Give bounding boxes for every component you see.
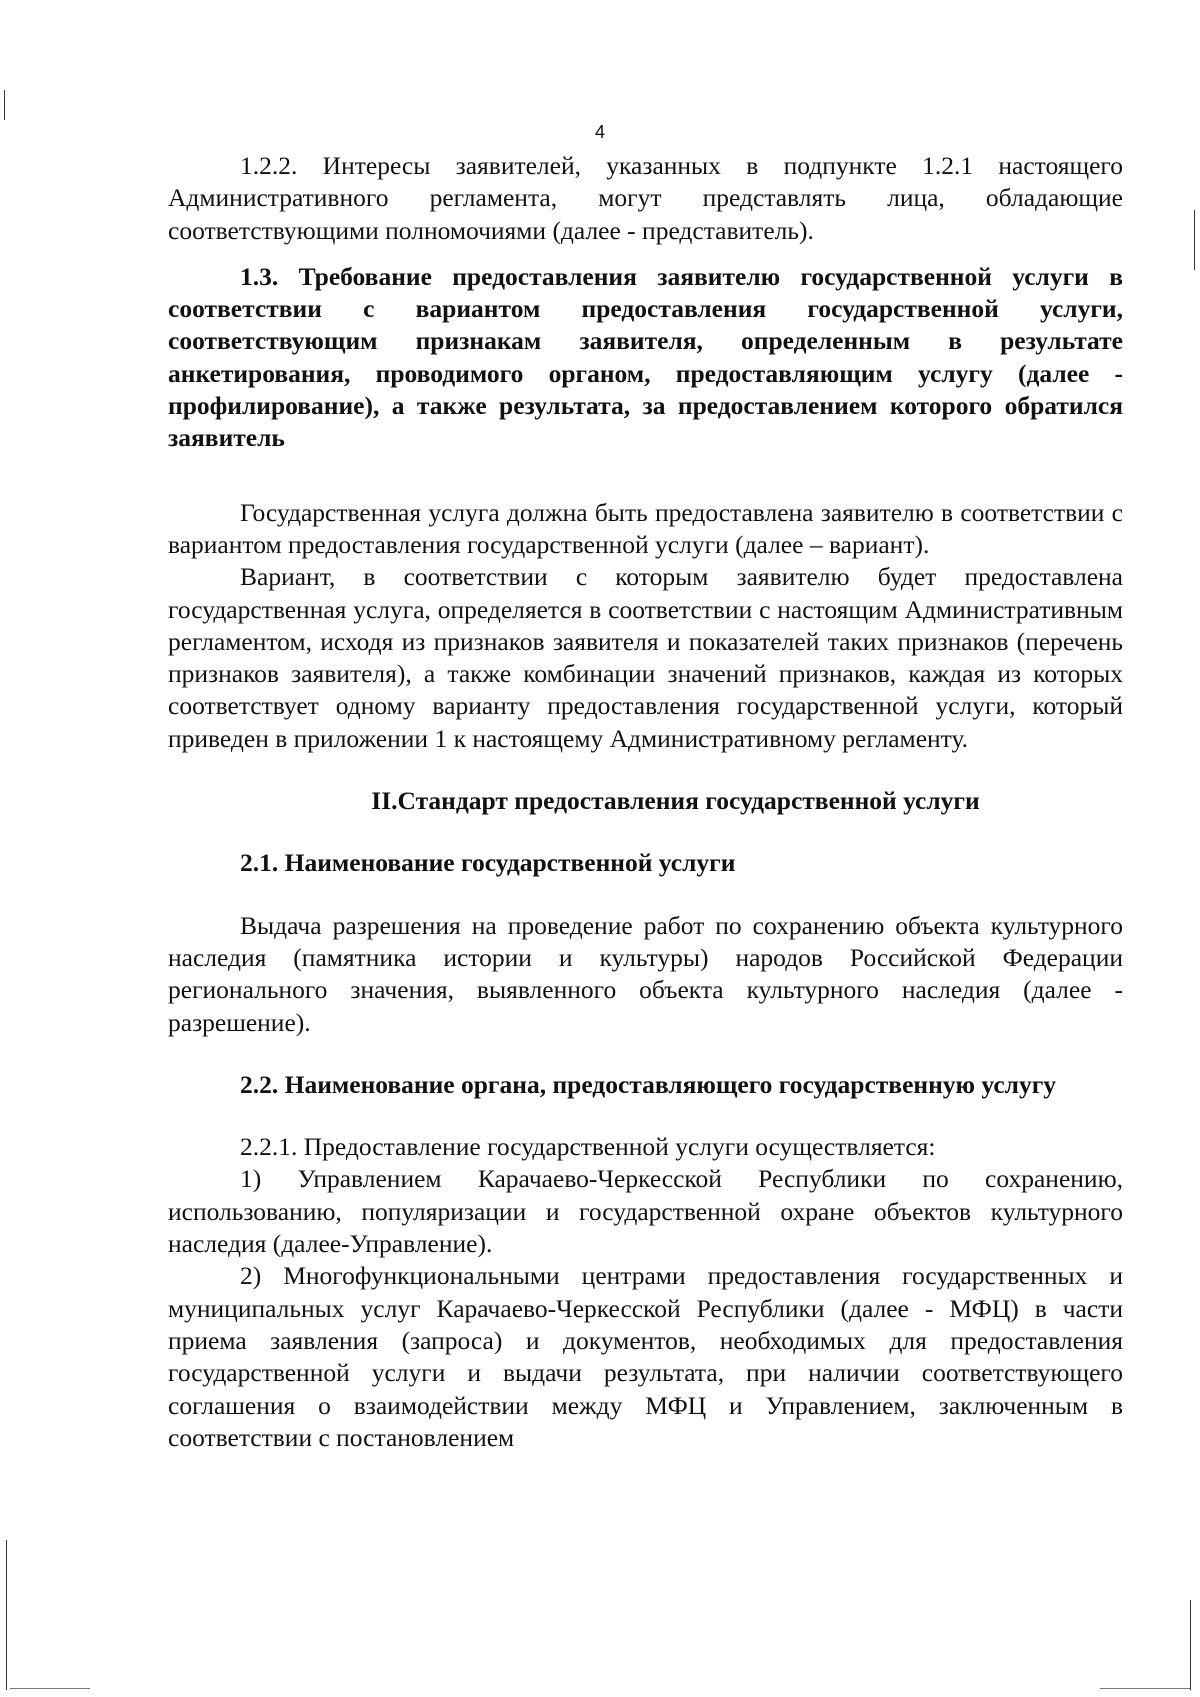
scan-edge-mark-right	[1194, 210, 1195, 270]
scan-bottom-line-right	[1100, 1688, 1190, 1689]
paragraph-service-name: Выдача разрешения на проведение работ по сохранению объекта культурного наследия (памятника истории и культуры) народов Российской Федерации регионального значения, выявленного объекта культурного наследия (далее - разрешение).	[168, 910, 1123, 1037]
paragraph-service-variant: Государственная услуга должна быть предоставлена заявителю в соответствии с вариантом предоставления государственной услуги (далее – вариант).	[168, 497, 1123, 559]
paragraph-variant-definition: Вариант, в соответствии с которым заявителю будет предоставлена государственная услуга, определяется в соответствии с настоящим Административным регламентом, исходя из признаков заявителя и показателей таких признаков (перечень признаков заявителя), а также комбинации значений признаков, каждая из которых соответствует одному варианту предоставления государственной услуги, который приведен в приложении 1 к настоящему Административному регламенту.	[168, 562, 1123, 753]
list-item-2-mfc: 2) Многофункциональными центрами предоставления государственных и муниципальных услуг Карачаево-Черкесской Республики (далее - МФЦ) в части приема заявления (запроса) и документов, необходимых для предоставления государственной услуги и выдачи результата, при наличии соответствующего соглашения о взаимодействии между МФЦ и Управлением, заключенным в соответствии с постановлением	[168, 1261, 1123, 1452]
scan-edge-mark-bottom-right	[1190, 1600, 1191, 1690]
page-number: 4	[594, 122, 605, 142]
section-title-ii: II.Стандарт предоставления государственной услуги	[371, 786, 980, 816]
scan-edge-mark-bottom-left	[6, 1540, 7, 1690]
heading-1-3: 1.3. Требование предоставления заявителю государственной услуги в соответствии с вариантом предоставления государственной услуги, соответствующим признакам заявителя, определенным в результате анкетирования, проводимого органом, предоставляющим услугу (далее - профилирование), а также результата, за предоставлением которого обратился заявитель	[168, 261, 1123, 453]
document-body	[168, 150, 1123, 1454]
list-item-1-management: 1) Управлением Карачаево-Черкесской Республики по сохранению, использованию, популяризации и государственной охране объектов культурного наследия (далее-Управление).	[168, 1164, 1123, 1259]
heading-2-2: 2.2. Наименование органа, предоставляющего государственную услугу	[240, 1069, 1057, 1099]
scan-bottom-line-left	[10, 1688, 90, 1689]
paragraph-2-2-1: 2.2.1. Предоставление государственной услуги осуществляется:	[240, 1132, 936, 1162]
heading-2-1: 2.1. Наименование государственной услуги	[240, 848, 736, 878]
scan-edge-mark-top-left	[4, 90, 5, 120]
paragraph-1-2-2: 1.2.2. Интересы заявителей, указанных в подпункте 1.2.1 настоящего Административного регламента, могут представлять лица, обладающие соответствующими полномочиями (далее - представитель).	[168, 151, 1123, 245]
